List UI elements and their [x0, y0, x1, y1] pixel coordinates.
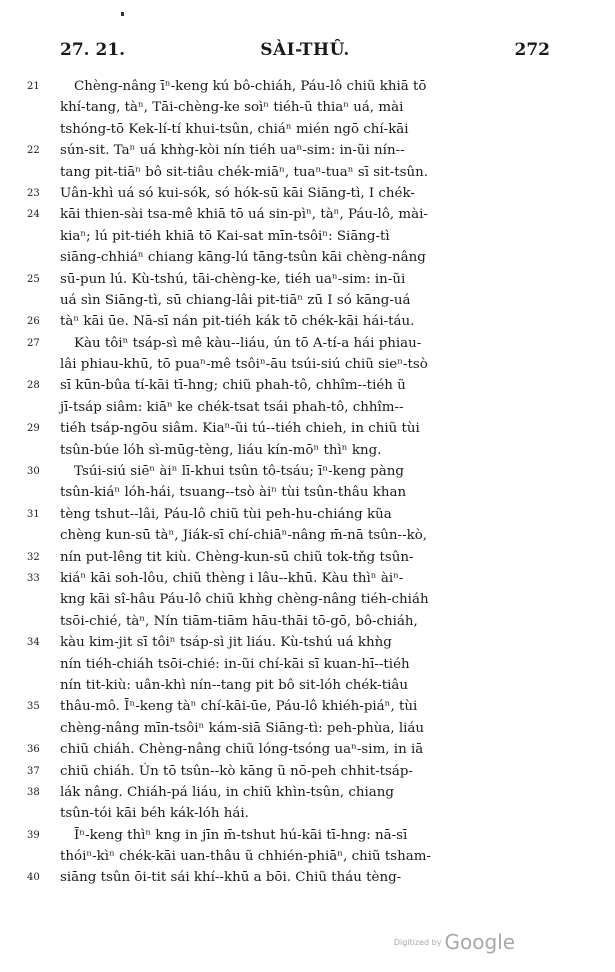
- verse-number: 23: [27, 187, 40, 199]
- verse-number: 33: [27, 572, 40, 584]
- verse-number: 34: [27, 637, 40, 649]
- text-line: [27, 140, 550, 161]
- text-line: [27, 632, 550, 653]
- line-text: uá sìn Siāng-tì, sū chiang-lâi pit-tiāⁿ zū I só kāng-uá: [60, 292, 411, 308]
- line-text: jī-tsáp siâm: kiāⁿ ke chék-tsat tsái phah-tô, chhîm--: [60, 399, 404, 415]
- text-line: [60, 611, 550, 632]
- text-line: [60, 675, 550, 696]
- text-line: [27, 696, 550, 717]
- line-text: Tsúi-siú siēⁿ àiⁿ lī-khui tsûn tô-tsáu; īⁿ-keng pàng: [74, 464, 404, 480]
- text-line: [27, 76, 550, 97]
- text-line: [60, 440, 550, 461]
- text-line: [27, 825, 550, 846]
- text-line: [60, 846, 550, 867]
- line-text: sū-pun lú. Kù-tshú, tāi-chèng-ke, tiéh uaⁿ-sim: in-ũi: [60, 271, 406, 287]
- line-text: kiaⁿ; lú pit-tiéh khiā tō Kai-sat mīn-tsôiⁿ: Siāng-tì: [60, 228, 390, 244]
- text-line: [27, 269, 550, 290]
- text-line: [60, 290, 550, 311]
- google-logo: Google: [444, 930, 515, 954]
- line-text: lák nâng. Chiáh-pá liáu, in chiũ khìn-tsûn, chiang: [60, 784, 394, 800]
- line-text: chiũ chiáh. Chèng-nâng chiũ lóng-tsóng uaⁿ-sim, in iā: [60, 742, 424, 758]
- line-text: chiũ chiáh. Ún tō tsûn--kò kāng ũ nō-peh chhit-tsáp-: [60, 763, 413, 779]
- text-line: [60, 397, 550, 418]
- line-text: kàu kim-jit sī tôiⁿ tsáp-sì jit liáu. Kù-tshú uá khǹg: [60, 635, 392, 651]
- text-line: [27, 375, 550, 396]
- verse-number: 28: [27, 380, 40, 392]
- text-line: [27, 183, 550, 204]
- verse-number: 36: [27, 744, 40, 756]
- line-text: Chèng-nâng īⁿ-keng kú bô-chiáh, Páu-lô chiũ khiā tō: [74, 79, 427, 94]
- text-line: [27, 568, 550, 589]
- text-line: [60, 162, 550, 183]
- line-text: tsûn-tói kāi béh kák-lóh hái.: [60, 806, 249, 822]
- line-text: tang pit-tiāⁿ bô sit-tiâu chék-miāⁿ, tuaⁿ-tuaⁿ sī sit-tsûn.: [60, 164, 429, 180]
- line-text: tiéh tsáp-ngōu siâm. Kiaⁿ-ũi tú--tiéh chieh, in chiũ tùi: [60, 421, 420, 437]
- line-text: kāi thien-sài tsa-mê khiā tō uá sin-pìⁿ, tàⁿ, Páu-lô, mài-: [60, 207, 428, 223]
- text-line: [60, 119, 550, 140]
- line-text: nín tit-kiù: uân-khì nín--tang pit bô sit-lóh chék-tiâu: [60, 677, 408, 693]
- line-text: tsûn-kiáⁿ lóh-hái, tsuang--tsò àiⁿ tùi tsûn-thâu khan: [60, 485, 407, 501]
- line-text: siāng-chhiáⁿ chiang kāng-lú tāng-tsûn kāi chèng-nâng: [60, 250, 426, 266]
- page-header: [60, 40, 550, 66]
- verse-number: 29: [27, 423, 40, 435]
- body-text: [27, 76, 550, 889]
- text-line: [60, 247, 550, 268]
- text-line: [60, 718, 550, 739]
- text-line: [60, 589, 550, 610]
- line-text: sī kūn-bûa tí-kāi tī-hng; chiũ phah-tô, chhîm--tiéh ũ: [60, 378, 406, 394]
- page-number: 272: [514, 40, 550, 60]
- line-text: thóiⁿ-kìⁿ chék-kāi uan-thâu ũ chhién-phiāⁿ, chiũ tsham-: [60, 849, 431, 865]
- text-line: [60, 354, 550, 375]
- line-text: thâu-mô. Īⁿ-keng tàⁿ chí-kāi-ūe, Páu-lô khiéh-piáⁿ, tùi: [60, 699, 418, 715]
- line-text: Uân-khì uá só kui-sók, só hók-sū kāi Siāng-tì, I chék-: [60, 185, 415, 201]
- verse-number: 37: [27, 765, 40, 777]
- text-line: [27, 547, 550, 568]
- verse-number: 24: [27, 209, 40, 221]
- verse-number: 38: [27, 786, 40, 798]
- verse-number: 35: [27, 701, 40, 713]
- text-line: [27, 739, 550, 760]
- verse-number: 31: [27, 508, 40, 520]
- text-line: [60, 654, 550, 675]
- line-text: sún-sit. Taⁿ uá khǹg-kòi nín tiéh uaⁿ-sim: in-ũi nín--: [60, 143, 405, 159]
- text-line: [27, 418, 550, 439]
- line-text: chèng kun-sū tàⁿ, Jiák-sī chí-chiāⁿ-nâng m̄-nā tsûn--kò,: [60, 528, 428, 544]
- line-text: khí-tang, tàⁿ, Tāi-chèng-ke soìⁿ tiéh-ũ thiaⁿ uá, mài: [60, 100, 404, 116]
- line-text: chèng-nâng mīn-tsôiⁿ kám-siā Siāng-tì: peh-phùa, liáu: [60, 720, 425, 736]
- line-text: nín put-lêng tit kiù. Chèng-kun-sū chiũ tok-tňg tsûn-: [60, 549, 414, 565]
- text-line: [27, 461, 550, 482]
- text-line: [27, 333, 550, 354]
- text-line: [60, 482, 550, 503]
- book-title: SÀI-THÛ.: [260, 40, 350, 60]
- line-text: tsûn-búe lóh sì-mūg-tèng, liáu kín-mōⁿ thìⁿ kng.: [60, 442, 382, 458]
- line-text: lâi phiau-khū, tō puaⁿ-mê tsôiⁿ-āu tsúi-siú chiũ sieⁿ-tsò: [60, 357, 428, 373]
- verse-number: 21: [27, 81, 40, 92]
- digitized-by-label: Digitized by: [393, 938, 442, 947]
- line-text: tsōi-chié, tàⁿ, Nín tiām-tiām hāu-thāi tō-gō, bô-chiáh,: [60, 613, 418, 629]
- line-text: tàⁿ kāi ūe. Nā-sī nán pit-tiéh kák tō chék-kāi hái-táu.: [60, 314, 415, 330]
- text-line: [60, 97, 550, 118]
- line-text: kng kāi sî-hâu Páu-lô chiũ khǹg chèng-nâng tiéh-chiáh: [60, 592, 429, 608]
- text-line: [27, 311, 550, 332]
- line-text: kiáⁿ kāi soh-lôu, chiũ thèng i lâu--khū. Kàu thìⁿ àiⁿ-: [60, 570, 404, 586]
- chapter-verse-ref: 27. 21.: [60, 40, 126, 60]
- verse-number: 27: [27, 337, 40, 349]
- line-text: tshóng-tō Kek-lí-tí khui-tsûn, chiáⁿ mién ngō chí-kāi: [60, 121, 409, 137]
- text-line: [27, 204, 550, 225]
- verse-number: 39: [27, 829, 40, 841]
- text-line: [27, 504, 550, 525]
- text-line: [60, 803, 550, 824]
- line-text: tèng tshut--lâi, Páu-lô chiũ tùi peh-hu-chiáng kũa: [60, 506, 392, 522]
- verse-number: 30: [27, 466, 40, 478]
- line-text: Īⁿ-keng thìⁿ kng in jīn m̄-tshut hú-kāi tī-hng: nā-sī: [74, 827, 408, 843]
- verse-number: 25: [27, 273, 40, 285]
- line-text: Kàu tôiⁿ tsáp-sì mê kàu--liáu, ún tō A-tí-a hái phiau-: [74, 335, 422, 351]
- page-speck: [121, 12, 124, 16]
- verse-number: 22: [27, 145, 40, 157]
- verse-number: 26: [27, 316, 40, 328]
- text-line: [27, 761, 550, 782]
- verse-number: 40: [27, 872, 40, 884]
- text-line: [27, 867, 550, 888]
- text-line: [27, 782, 550, 803]
- text-line: [60, 226, 550, 247]
- text-line: [60, 525, 550, 546]
- line-text: nín tiéh-chiáh tsōi-chié: in-ũi chí-kāi sī kuan-hī--tiéh: [60, 656, 410, 672]
- digitized-footer: [394, 930, 515, 954]
- line-text: siāng tsûn ōi-tit sái khí--khū a bōi. Chiũ tháu tèng-: [60, 870, 402, 886]
- verse-number: 32: [27, 551, 40, 563]
